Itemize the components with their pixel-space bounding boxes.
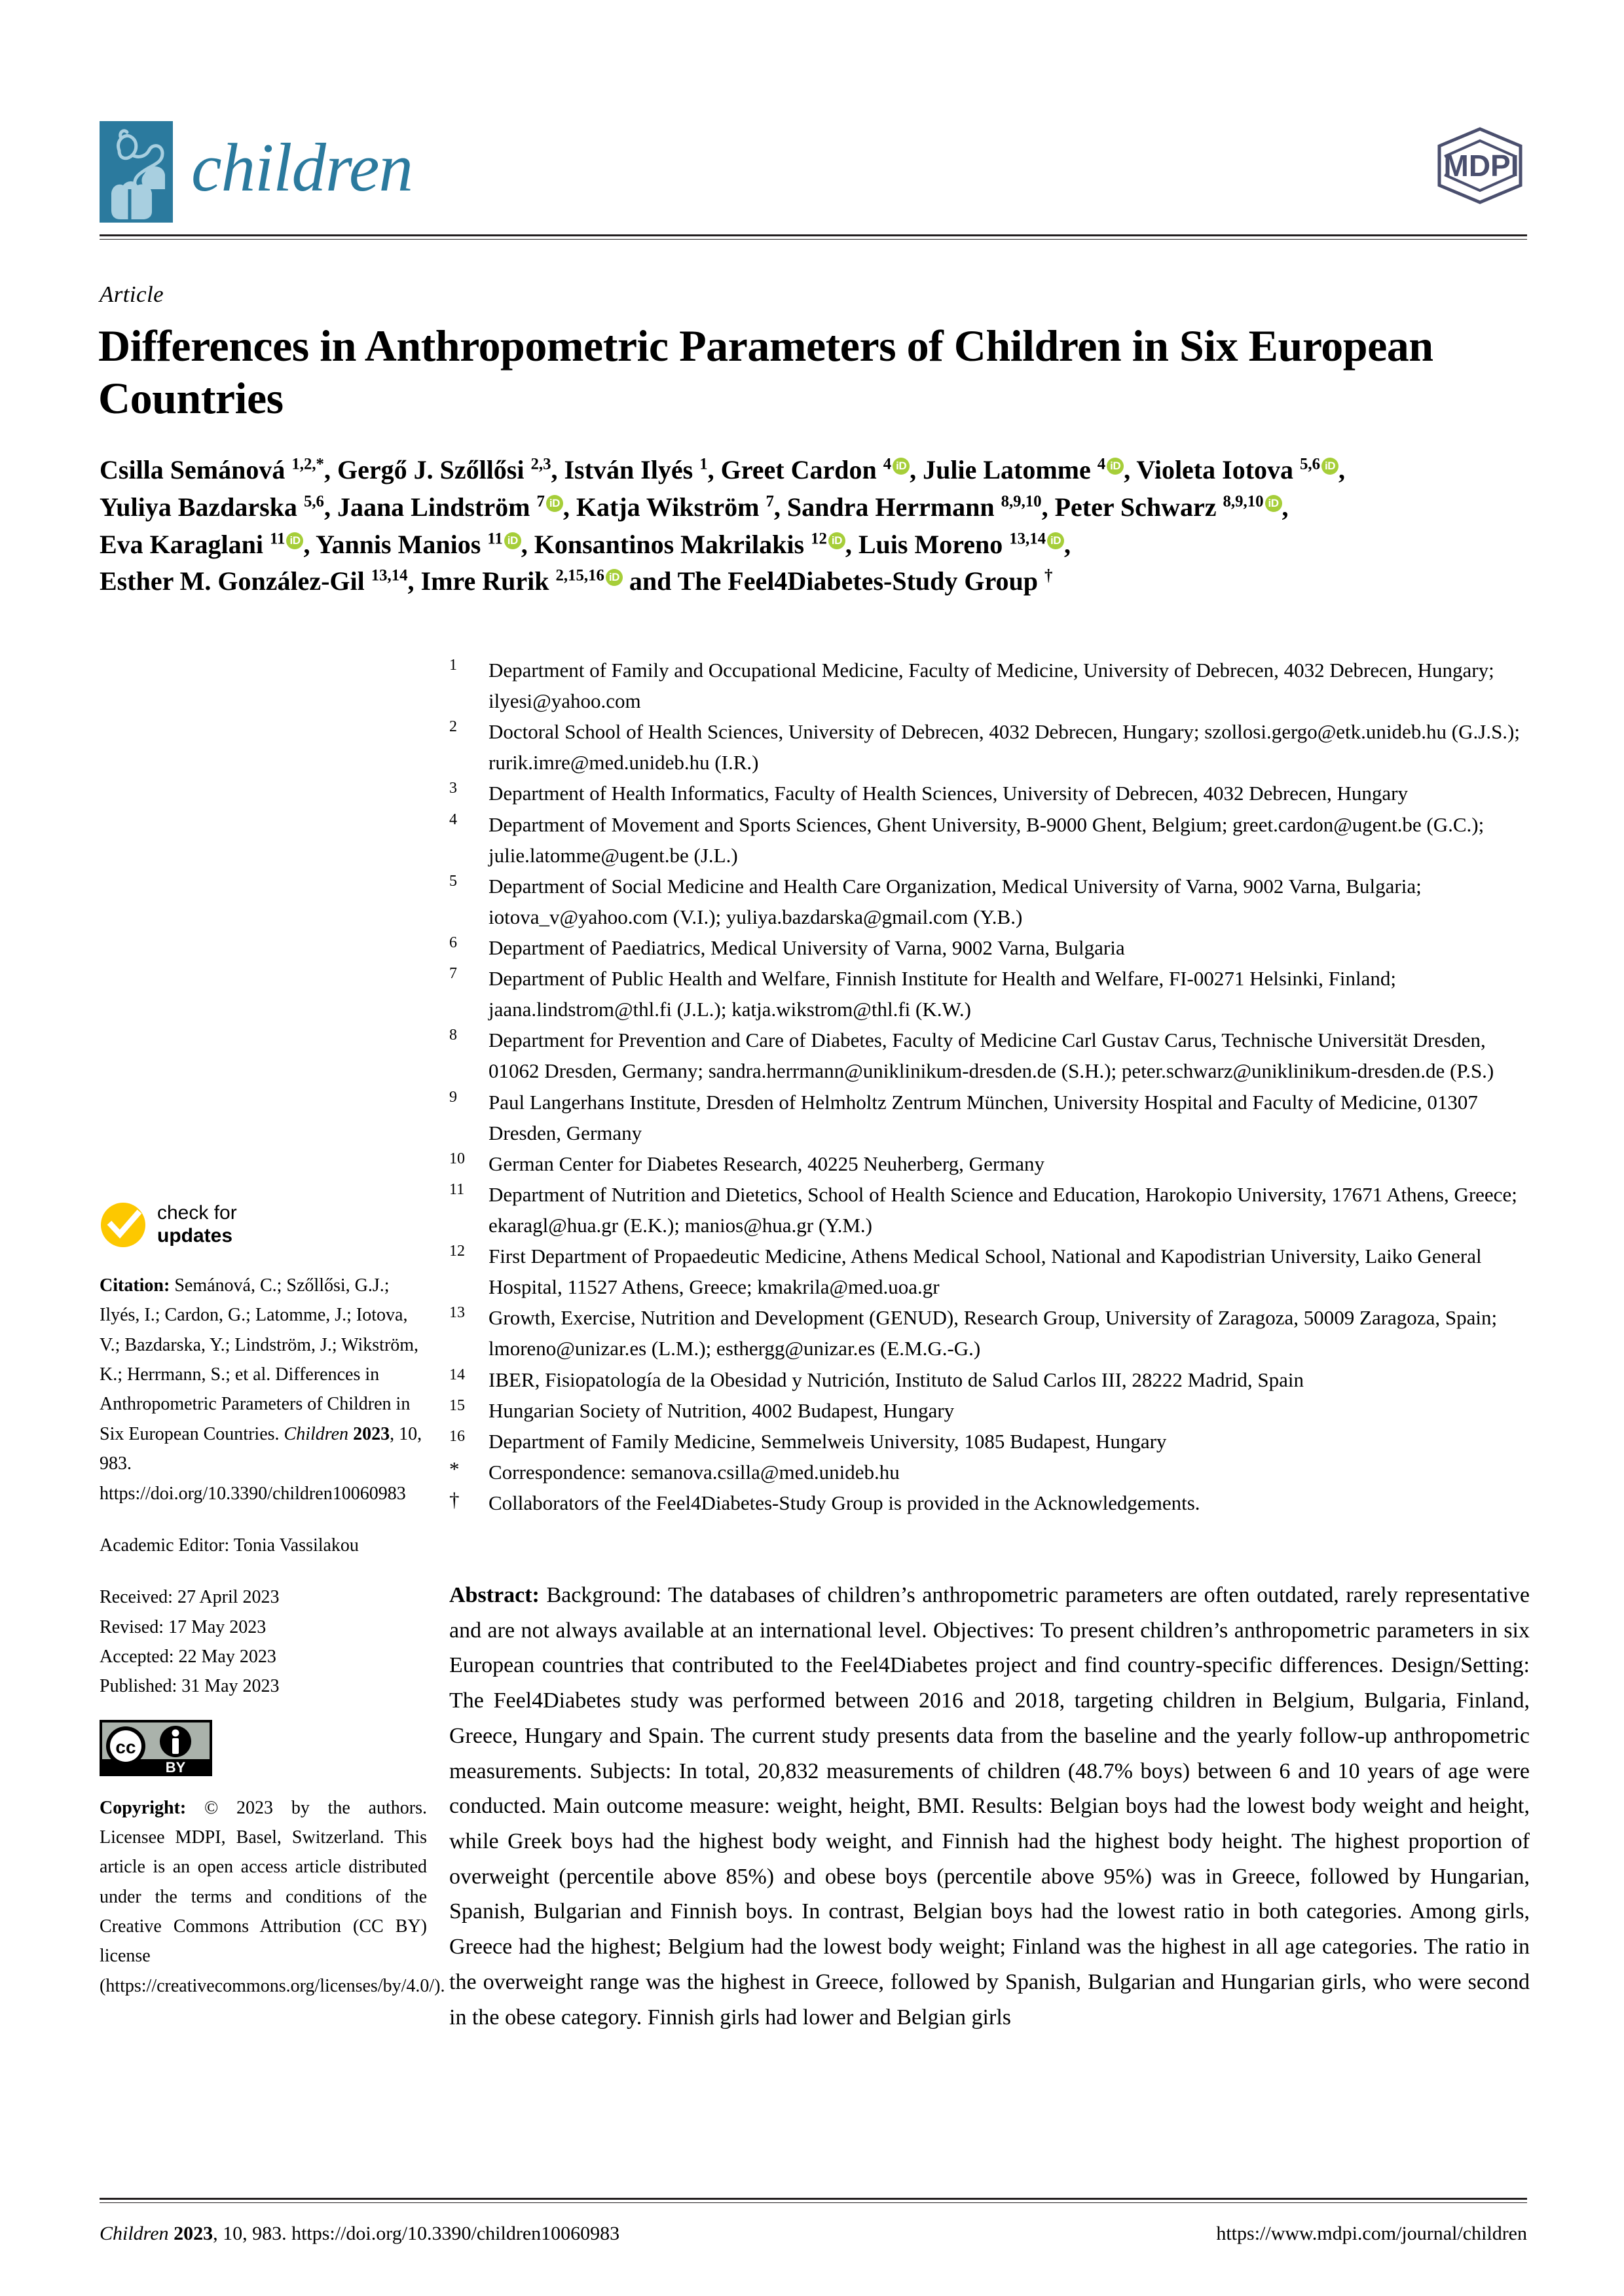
- page-title: Differences in Anthropometric Parameters of Children in Six European Countries: [98, 321, 1433, 424]
- article-type-label: Article: [100, 282, 164, 307]
- svg-text:MDPI: MDPI: [1443, 149, 1519, 183]
- citation-journal: Children: [284, 1423, 349, 1444]
- correspondence-marker: *: [449, 1457, 460, 1480]
- author-group-entry: and The Feel4Diabetes-Study Group †: [629, 566, 1053, 596]
- affiliation-item: [449, 1426, 1530, 1457]
- orcid-icon[interactable]: iD: [606, 569, 623, 586]
- author-entry: Yannis Manios $^{11}$ iD: [316, 530, 521, 559]
- affiliation-number: 6: [449, 934, 457, 951]
- author-entry: Luis Moreno $^{13,14}$ iD: [858, 530, 1064, 559]
- group-note-text: Collaborators of the Feel4Diabetes-Study Group is provided in the Acknowledgements.: [489, 1491, 1200, 1514]
- author-entry: Peter Schwarz $^{8,9,10}$ iD: [1055, 492, 1282, 522]
- check-line-2: updates: [157, 1225, 233, 1247]
- author-entry: Eva Karaglani $^{11}$ iD: [100, 530, 303, 559]
- affiliation-number: 12: [449, 1243, 465, 1260]
- page-header: [100, 121, 1527, 236]
- check-line-1: check for: [157, 1202, 237, 1224]
- orcid-icon[interactable]: iD: [1047, 532, 1064, 549]
- affiliation-item: [449, 1241, 1530, 1302]
- affiliation-item: [449, 1179, 1530, 1241]
- affiliation-number: 8: [449, 1027, 457, 1044]
- svg-text:BY: BY: [165, 1758, 186, 1776]
- date-revised: Revised: 17 May 2023: [100, 1616, 267, 1637]
- affiliation-number: 15: [449, 1396, 465, 1414]
- affiliation-item: [449, 1302, 1530, 1364]
- author-entry: Gergő J. Szőllősi $^{2,3}$: [337, 455, 551, 484]
- affiliation-list: [449, 655, 1530, 1518]
- affiliation-number: 2: [449, 718, 457, 736]
- sidebar-spacer: [100, 1560, 427, 1582]
- affiliation-number: 1: [449, 657, 457, 674]
- date-received: Received: 27 April 2023: [100, 1587, 280, 1608]
- affiliation-text: Department of Nutrition and Dietetics, School of Health Science and Education, Harokopio University, 17671 Athens, Greece; ekaragl@hua.gr (E.K.); manios@hua.gr (Y.M.): [489, 1182, 1517, 1237]
- author-entry: Imre Rurik $^{2,15,16}$ iD: [421, 566, 623, 596]
- check-for-updates-label: [157, 1202, 237, 1248]
- affiliation-item: [449, 871, 1530, 932]
- author-entry: Greet Cardon $^4$ iD: [721, 455, 910, 484]
- journal-title: children: [191, 129, 413, 206]
- orcid-icon[interactable]: iD: [546, 495, 563, 512]
- affiliation-text: Department of Paediatrics, Medical University of Varna, 9002 Varna, Bulgaria: [489, 936, 1125, 959]
- author-entry: Violeta Iotova $^{5,6}$ iD: [1136, 455, 1338, 484]
- affiliation-number: 5: [449, 872, 457, 890]
- author-entry: Jaana Lindström $^7$ iD: [337, 492, 563, 522]
- crossmark-check-for-updates[interactable]: [100, 1201, 427, 1248]
- copyright-label: Copyright:: [100, 1797, 187, 1818]
- journal-brand: [100, 121, 413, 223]
- affiliation-text: Department for Prevention and Care of Diabetes, Faculty of Medicine Carl Gustav Carus, Technische Universität Dresden, 01062 Dresden, Germany; sandra.herrmann@uniklinikum-dresden.de (S.H.); peter.schwarz@uniklinikum-dresden.de (P.S.): [489, 1029, 1494, 1083]
- citation-block: [100, 1271, 427, 1508]
- affiliation-text: Department of Family Medicine, Semmelweis University, 1085 Budapest, Hungary: [489, 1429, 1167, 1453]
- creative-commons-by-icon: [100, 1720, 212, 1776]
- affiliation-text: Department of Family and Occupational Medicine, Faculty of Medicine, University of Debrecen, 4032 Debrecen, Hungary; ilyesi@yahoo.com: [489, 659, 1494, 713]
- abstract-text: Background: The databases of children’s anthropometric parameters are often outdated, rarely representative and are not always available at an international level. Objectives: To present children’s anthropometric parameters in six European countries that contributed to the Feel4Diabetes project and find country-specific differences. Design/Setting: The Feel4Diabetes study was performed between 2016 and 2018, targeting children in Belgium, Bulgaria, Finland, Greece, Hungary and Spain. The current study presents data from the baseline and the yearly follow-up anthropometric measurements. Subjects: In total, 20,832 measurements of children (48.7% boys) between 6 and 10 years of age were conducted. Main outcome measure: weight, height, BMI. Results: Belgian boys had the lowest body weight and height, while Greek boys had the highest body weight, and Finnish had the highest body height. The highest proportion of overweight (percentile above 85%) and obese boys (percentile above 95%) was in Greece, followed by Hungarian, Spanish, Bulgarian and Finnish boys. In contrast, Belgian boys had the lowest ratio in both categories. Among girls, Greece had the highest; Belgium had the lowest body weight; Finland was the highest in all age categories. The ratio in the overweight range was the highest in Greece, followed by Spanish, Bulgarian and Hungarian girls, who were second in the obese category. Finnish girls had lower and Belgian girls: [449, 1583, 1530, 2030]
- footer-doi[interactable]: , 10, 983. https://doi.org/10.3390/children10060983: [213, 2223, 620, 2244]
- citation-volume-page[interactable]: , 10, 983. https://doi.org/10.3390/children10060983: [100, 1423, 422, 1504]
- affiliation-text: Paul Langerhans Institute, Dresden of Helmholtz Zentrum München, University Hospital and Faculty of Medicine, 01307 Dresden, Germany: [489, 1090, 1478, 1144]
- orcid-icon[interactable]: iD: [1265, 495, 1282, 512]
- footer-citation: [100, 2223, 619, 2245]
- orcid-icon[interactable]: iD: [504, 532, 521, 549]
- affiliation-number: 13: [449, 1304, 465, 1322]
- affiliation-item: [449, 1364, 1530, 1395]
- affiliation-text: Hungarian Society of Nutrition, 4002 Budapest, Hungary: [489, 1398, 955, 1422]
- copyright-block: [100, 1793, 445, 2001]
- footer-year: 2023: [174, 2223, 213, 2244]
- author-entry: István Ilyés $^1$: [564, 455, 708, 484]
- affiliation-number: 7: [449, 965, 457, 983]
- orcid-icon[interactable]: iD: [893, 458, 910, 475]
- affiliation-number: 16: [449, 1427, 465, 1445]
- affiliation-number: 3: [449, 780, 457, 797]
- affiliation-item: [449, 655, 1530, 716]
- check-circle-icon: [100, 1201, 147, 1248]
- abstract-label: Abstract:: [449, 1583, 540, 1607]
- date-published: Published: 31 May 2023: [100, 1676, 280, 1697]
- correspondence-text[interactable]: Correspondence: semanova.csilla@med.unideb.hu: [489, 1460, 900, 1484]
- affiliation-number: 9: [449, 1088, 457, 1106]
- affiliation-item: [449, 1025, 1530, 1086]
- affiliation-text: Growth, Exercise, Nutrition and Development (GENUD), Research Group, University of Zaragoza, 50009 Zaragoza, Spain; lmoreno@unizar.es (L.M.); esthergg@unizar.es (E.M.G.-G.): [489, 1306, 1498, 1360]
- author-entry: Julie Latomme $^4$ iD: [923, 455, 1124, 484]
- footer-divider: [100, 2198, 1527, 2203]
- children-journal-logo-icon: [100, 121, 173, 223]
- date-accepted: Accepted: 22 May 2023: [100, 1646, 276, 1667]
- affiliation-text: First Department of Propaedeutic Medicine, Athens Medical School, National and Kapodistrian University, Laiko General Hospital, 11527 Athens, Greece; kmakrila@med.uoa.gr: [489, 1245, 1482, 1299]
- author-entry: Konsantinos Makrilakis $^{12}$ iD: [534, 530, 845, 559]
- orcid-icon[interactable]: iD: [828, 532, 845, 549]
- academic-editor: Academic Editor: Tonia Vassilakou: [100, 1535, 359, 1556]
- sidebar-spacer: [100, 1508, 427, 1531]
- affiliation-item: [449, 1395, 1530, 1426]
- affiliation-text: German Center for Diabetes Research, 40225 Neuherberg, Germany: [489, 1152, 1045, 1175]
- dagger-marker: †: [449, 1487, 460, 1511]
- page-footer: [100, 2223, 1527, 2245]
- affiliation-item: [449, 1087, 1530, 1148]
- affiliation-item: [449, 963, 1530, 1025]
- left-sidebar: [100, 1201, 445, 2001]
- author-entry: Csilla Semánová $^{1,2,*}$: [100, 455, 324, 484]
- author-entry: Katja Wikström $^7$: [576, 492, 774, 522]
- footer-journal-name: Children: [100, 2223, 169, 2244]
- orcid-icon[interactable]: iD: [1107, 458, 1124, 475]
- affiliation-item: [449, 1148, 1530, 1179]
- affiliation-item: [449, 716, 1530, 778]
- affiliation-text: Department of Public Health and Welfare, Finnish Institute for Health and Welfare, FI-00271 Helsinki, Finland; jaana.lindstrom@thl.fi (J.L.); katja.wikstrom@thl.fi (K.W.): [489, 967, 1396, 1021]
- citation-authors: Semánová, C.; Szőllősi, G.J.; Ilyés, I.; Cardon, G.; Latomme, J.; Iotova, V.; Bazdarska, Y.; Lindström, J.; Wikström, K.; Herrmann, S.; et al. Differences in Anthropometric Parameters of Children in Six European Countries.: [100, 1275, 419, 1444]
- affiliation-item: [449, 778, 1530, 809]
- affiliation-item: [449, 932, 1530, 963]
- author-entry: Esther M. González-Gil $^{13,14}$: [100, 566, 408, 596]
- footer-journal-url[interactable]: https://www.mdpi.com/journal/children: [1216, 2223, 1527, 2244]
- mdpi-logo-icon: [1435, 126, 1527, 205]
- copyright-text: © 2023 by the authors. Licensee MDPI, Basel, Switzerland. This article is an open access article distributed under the terms and conditions of the Creative Commons Attribution (CC BY) license (https://creativecommons.org/licenses/by/4.0/).: [100, 1797, 445, 1996]
- affiliation-text: Doctoral School of Health Sciences, University of Debrecen, 4032 Debrecen, Hungary; szollosi.gergo@etk.unideb.hu (G.J.S.); rurik.imre@med.unideb.hu (I.R.): [489, 720, 1520, 774]
- group-note-item: [449, 1487, 1530, 1518]
- affiliation-text: IBER, Fisiopatología de la Obesidad y Nutrición, Instituto de Salud Carlos III, 28222 Madrid, Spain: [489, 1368, 1304, 1391]
- affiliation-number: 4: [449, 811, 457, 828]
- affiliation-number: 11: [449, 1180, 465, 1198]
- abstract-section: [449, 1578, 1530, 2035]
- affiliation-text: Department of Health Informatics, Faculty of Health Sciences, University of Debrecen, 4032 Debrecen, Hungary: [489, 782, 1408, 805]
- affiliation-text: Department of Movement and Sports Sciences, Ghent University, B-9000 Ghent, Belgium; greet.cardon@ugent.be (G.C.); julie.latomme@ugent.be (J.L.): [489, 812, 1485, 867]
- svg-text:cc: cc: [115, 1736, 136, 1757]
- affiliation-number: 10: [449, 1150, 465, 1167]
- orcid-icon[interactable]: iD: [1321, 458, 1338, 475]
- orcid-icon[interactable]: iD: [286, 532, 303, 549]
- affiliation-number: 14: [449, 1366, 465, 1383]
- author-list: Csilla Semánová $^{1,2,*}$, Gergő J. Szőllősi $^{2,3}$, István Ilyés $^1$, Greet Cardon $^4$ iD , Julie Latomme $^4$ iD , Violeta Iotova $^{5,6}$ iD , Yuliya Bazdarska $^{5,6}$, Jaana Lindström $^7$ iD , Katja Wikström $^7$, Sandra Herrmann $^{8,9,10}$, Peter Schwarz $^{8,9,10}$ iD , Eva Karaglani $^{11}$ iD , Yannis Manios $^{11}$ iD , Konsantinos Makrilakis $^{12}$ iD , Luis Moreno $^{13,14}$ iD , Esther M. González-Gil $^{13,14}$, Imre Rurik $^{2,15,16}$ iD and The Feel4Diabetes-Study Group †: [100, 455, 1346, 596]
- affiliation-item: [449, 809, 1530, 871]
- citation-year: 2023: [353, 1423, 390, 1444]
- citation-label: Citation:: [100, 1275, 170, 1296]
- author-entry: Yuliya Bazdarska $^{5,6}$: [100, 492, 324, 522]
- correspondence-item: [449, 1457, 1530, 1487]
- author-entry: Sandra Herrmann $^{8,9,10}$: [786, 492, 1042, 522]
- affiliation-text: Department of Social Medicine and Health Care Organization, Medical University of Varna, 9002 Varna, Bulgaria; iotova_v@yahoo.com (V.I.); yuliya.bazdarska@gmail.com (Y.B.): [489, 874, 1422, 928]
- header-divider: [100, 234, 1527, 240]
